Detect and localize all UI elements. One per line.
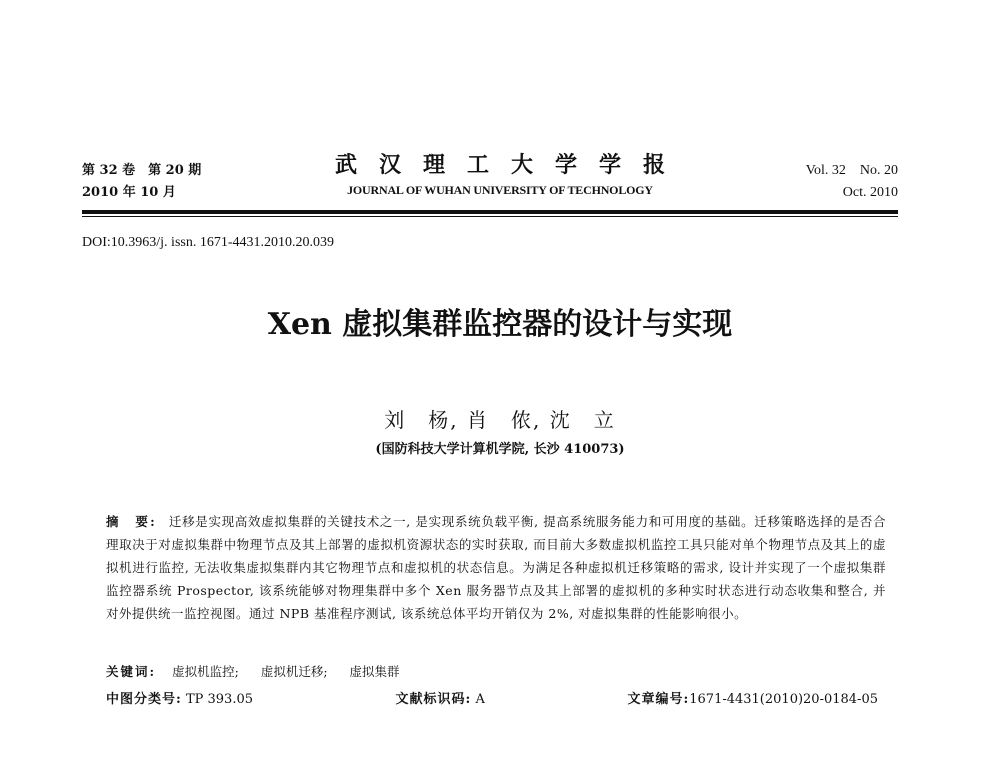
keywords [106,662,418,680]
article-number [627,688,878,707]
article-number-label: 文章编号: [627,692,690,707]
keyword-item: 虚拟机监控; [172,664,239,679]
doi-line: DOI:10.3963/j. issn. 1671-4431.2010.20.039 [82,235,334,250]
header-right [806,160,898,204]
volume-issue-en: Vol. 32 No. 20 [805,163,898,178]
classification-row [106,688,878,707]
journal-title-en: JOURNAL OF WUHAN UNIVERSITY OF TECHNOLOGY [347,183,653,197]
document-code-label: 文献标识码: [395,692,472,707]
article-number-value: 1671-4431(2010)20-0184-05 [689,692,878,707]
date-en: Oct. 2010 [842,185,898,200]
document-code [396,688,485,707]
volume-issue-cn: 第 32 卷 第 20 期 [82,163,202,178]
abstract-text: 迁移是实现高效虚拟集群的关键技术之一, 是实现系统负载平衡, 提高系统服务能力和可用度的基础。迁移策略选择的是否合理取决于对虚拟集群中物理节点及其上部署的虚拟机资源状态的实时获取, 而目前大多数虚拟机监控工具只能对单个物理节点及其上的虚拟机进行监控, 无法收集虚拟集群内其它物理节点和虚拟机的状态信息。为满足各种虚拟机迁移策略的需求, 设计并实现了一个虚拟集群监控器系统 Prospector, 该系统能够对物理集群中多个 Xen 服务器节点及其上部署的虚拟机的多种实时状态进行动态收集和整合, 并对外提供统一监控视图。通过 NPB 基准程序测试, 该系统总体平均开销仅为 2%, 对虚拟集群的性能影响很小。 [106,514,886,621]
document-code-value: A [475,692,485,707]
header-rule-thin [82,216,898,217]
article-affiliation: (国防科技大学计算机学院, 长沙 410073) [375,442,625,457]
article-title: Xen 虚拟集群监控器的设计与实现 [267,307,733,342]
clc [106,688,253,707]
date-cn: 2010 年 10 月 [82,185,176,200]
header-rule-thick [82,210,898,214]
keywords-label: 关键词: [106,664,157,679]
article-authors: 刘 杨, 肖 侬, 沈 立 [384,408,616,432]
keyword-item: 虚拟机迁移; [260,664,328,679]
keyword-item: 虚拟集群 [349,664,400,679]
abstract-label: 摘 要: [106,514,157,529]
abstract [106,510,886,625]
journal-title-cn: 武汉理工大学学报 [334,152,687,178]
clc-label: 中图分类号: [106,692,182,707]
clc-value: TP 393.05 [185,692,253,707]
